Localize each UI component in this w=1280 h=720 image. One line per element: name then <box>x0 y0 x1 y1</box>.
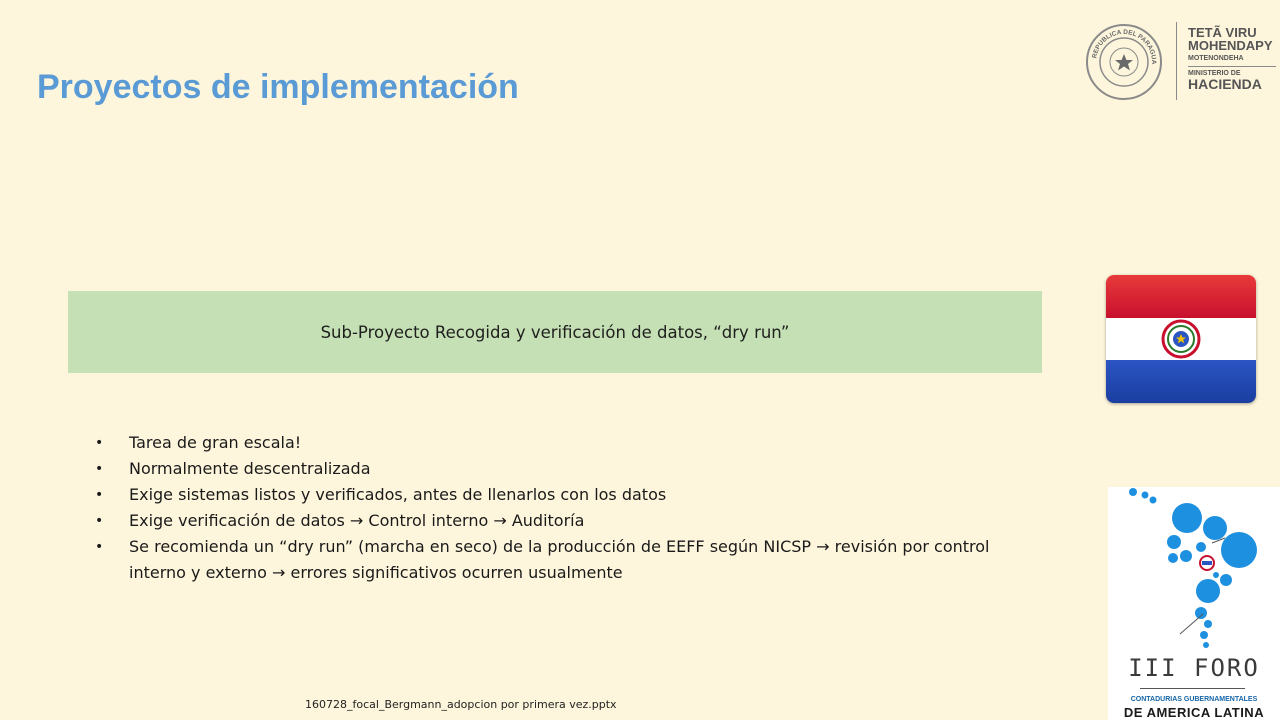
logo-divider <box>1176 22 1177 100</box>
bullet-list <box>95 430 995 586</box>
bullet-text: Exige verificación de datos → Control interno → Auditoría <box>129 511 585 530</box>
ministry-line-4: MINISTERIO DE <box>1188 70 1241 77</box>
subproject-label: Sub-Proyecto Recogida y verificación de datos, “dry run” <box>320 322 790 342</box>
foro-divider <box>1140 688 1245 689</box>
flag-red-band <box>1106 275 1256 318</box>
slide-title: Proyectos de implementación <box>37 68 519 106</box>
seal-text: REPUBLICA DEL PARAGUA <box>1091 28 1158 64</box>
national-seal-icon <box>1084 20 1164 104</box>
bullet-icon: • <box>95 461 104 477</box>
list-item <box>95 456 995 482</box>
foro-subtitle: CONTADURIAS GUBERNAMENTALES <box>1130 696 1258 703</box>
bullet-icon: • <box>95 513 104 529</box>
ministry-wordmark <box>1188 26 1276 91</box>
bullet-text: Se recomienda un “dry run” (marcha en seco) de la producción de EEFF según NICSP → revisión por control interno y externo → errores significativos ocurren usualmente <box>129 537 990 582</box>
ministry-line-2: MOHENDAPY <box>1188 38 1273 53</box>
flag-emblem-icon <box>1161 319 1201 359</box>
bullet-icon: • <box>95 435 104 451</box>
latin-america-dots-icon <box>1108 487 1280 652</box>
list-item <box>95 534 995 586</box>
foro-tagline: DE AMERICA LATINA <box>1123 705 1265 720</box>
ministry-line-3: MOTENONDEHA <box>1188 55 1244 62</box>
foro-logo <box>1108 487 1280 720</box>
ministry-line-5: HACIENDA <box>1188 76 1262 92</box>
svg-text:REPUBLICA DEL PARAGUAY <box>1084 20 1157 65</box>
bullet-text: Exige sistemas listos y verificados, antes de llenarlos con los datos <box>129 485 667 504</box>
flag-blue-band <box>1106 360 1256 403</box>
footer-filename: 160728_focal_Bergmann_adopcion por primera vez.pptx <box>305 698 617 711</box>
ministry-rule <box>1188 66 1276 67</box>
paraguay-flag-icon <box>1106 275 1256 403</box>
bullet-text: Tarea de gran escala! <box>129 433 302 452</box>
ministry-line-1: TETÃ VIRU <box>1188 25 1257 40</box>
bullet-icon: • <box>95 539 104 555</box>
list-item <box>95 482 995 508</box>
subproject-banner <box>68 291 1042 373</box>
foro-title: III FORO <box>1128 654 1260 682</box>
list-item <box>95 508 995 534</box>
bullet-text: Normalmente descentralizada <box>129 459 371 478</box>
list-item <box>95 430 995 456</box>
bullet-icon: • <box>95 487 104 503</box>
